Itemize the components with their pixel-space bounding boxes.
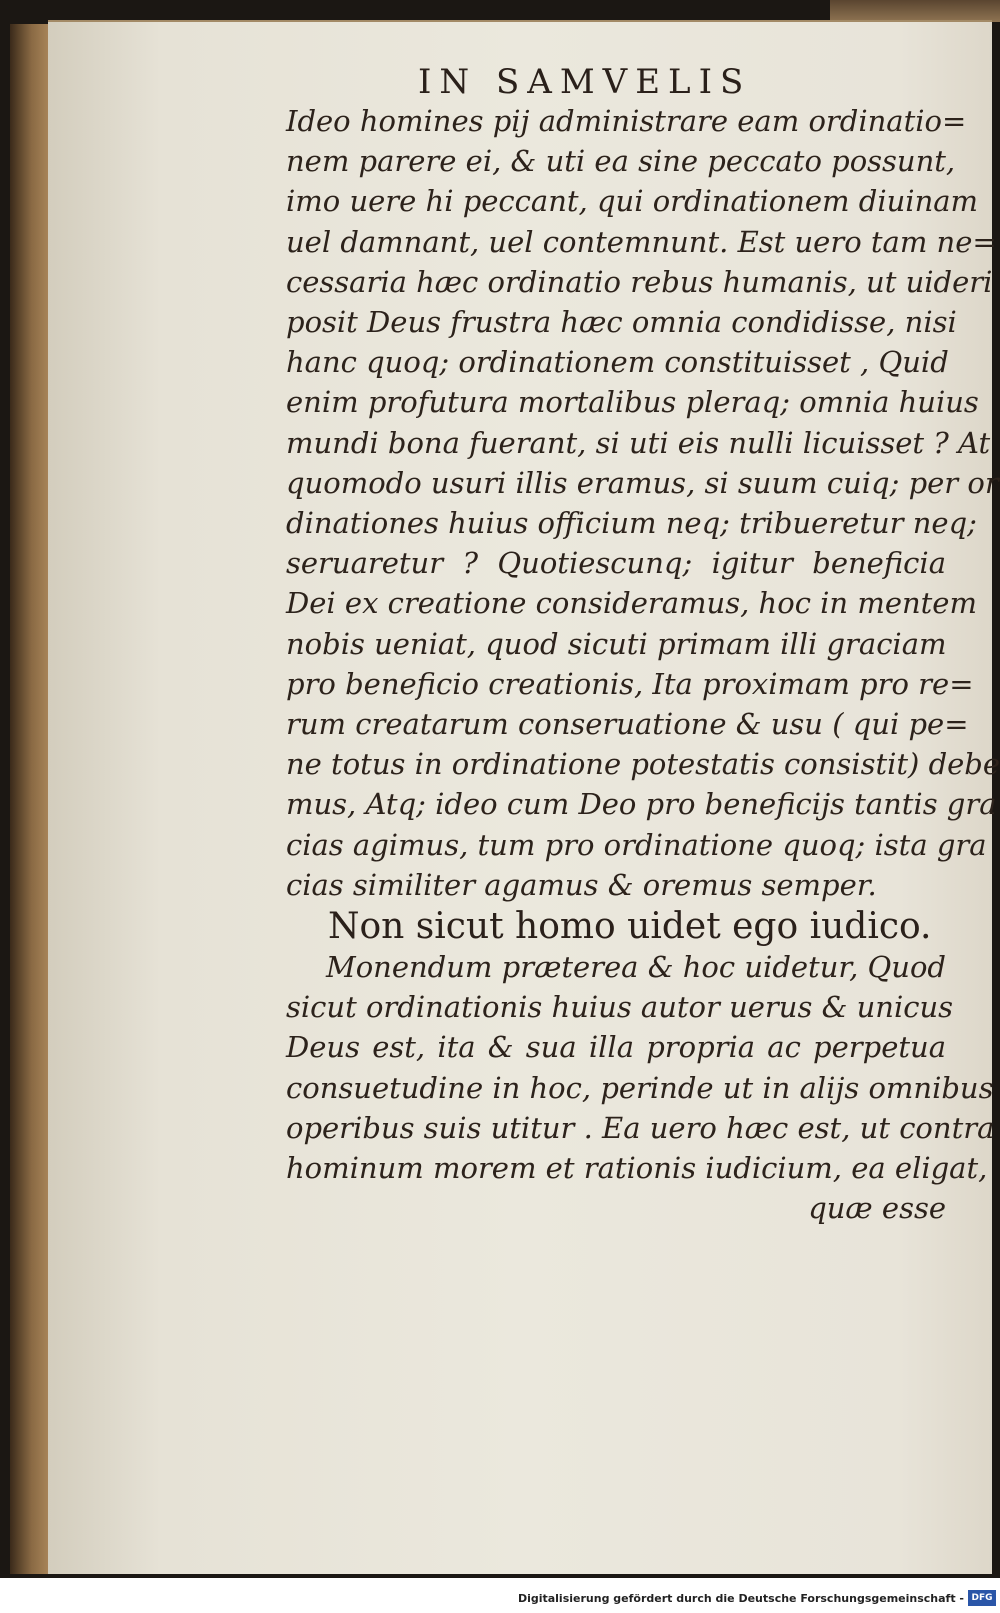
text-line: operibus suis utitur . Ea uero hæc est, ut contra xyxy=(286,1110,995,1145)
text-line: Deus est, ita & sua illa propria ac perpetua xyxy=(286,1030,946,1065)
section-heading: Non sicut homo uidet ego iudico. xyxy=(328,906,932,948)
dfg-logo-icon: DFG xyxy=(968,1590,996,1606)
text-line: posit Deus frustra hæc omnia condidisse, nisi xyxy=(286,305,957,340)
text-line: nem parere ei, & uti ea sine peccato possunt, xyxy=(286,144,956,179)
text-line: imo uere hi peccant, qui ordinationem diuinam xyxy=(286,184,979,219)
catchword: quæ esse xyxy=(808,1191,946,1226)
text-line: cias similiter agamus & oremus semper. xyxy=(286,867,877,902)
text-line: ne totus in ordinatione potestatis consistit) debe xyxy=(286,747,1000,782)
text-line: enim profutura mortalibus pleraq; omnia huius xyxy=(286,385,979,420)
page-top-edge xyxy=(830,0,1000,22)
text-line: mus, Atq; ideo cum Deo pro beneficijs tantis gra xyxy=(286,787,997,822)
text-line: cessaria hæc ordinatio rebus humanis, ut uideri xyxy=(286,264,993,299)
text-block xyxy=(286,101,1000,1228)
text-line: quomodo usuri illis eramus, si suum cuiq; per or xyxy=(286,465,999,500)
text-line: seruaretur ? Quotiescunq; igitur beneficia xyxy=(286,546,946,581)
text-line: rum creatarum conseruatione & usu ( qui pe= xyxy=(286,707,969,742)
text-line: dinationes huius officium neq; tribueretur neq; xyxy=(286,506,977,541)
running-head: IN SAMVELIS xyxy=(418,62,752,102)
footer-bar xyxy=(0,1578,1000,1613)
text-line: hanc quoq; ordinationem constituisset , Quid xyxy=(286,345,949,380)
text-line: nobis ueniat, quod sicuti primam illi graciam xyxy=(286,626,947,661)
text-line: mundi bona fuerant, si uti eis nulli licuisset ? At xyxy=(286,425,991,460)
text-line: Ideo homines pij administrare eam ordinatio= xyxy=(286,104,967,138)
text-line: Monendum præterea & hoc uidetur, Quod xyxy=(326,950,946,985)
text-line: pro beneficio creationis, Ita proximam pro re= xyxy=(286,666,974,701)
text-line: sicut ordinationis huius autor uerus & unicus xyxy=(286,990,954,1025)
text-line: consuetudine in hoc, perinde ut in alijs omnibus xyxy=(286,1070,994,1105)
text-line: uel damnant, uel contemnunt. Est uero tam ne= xyxy=(286,224,997,259)
text-line: Dei ex creatione consideramus, hoc in mentem xyxy=(286,586,977,621)
text-line: cias agimus, tum pro ordinatione quoq; ista gra xyxy=(286,827,987,862)
footer-credit: Digitalisierung gefördert durch die Deutsche Forschungsgemeinschaft - xyxy=(517,1592,964,1605)
text-line: hominum morem et rationis iudicium, ea eligat, xyxy=(286,1151,988,1186)
